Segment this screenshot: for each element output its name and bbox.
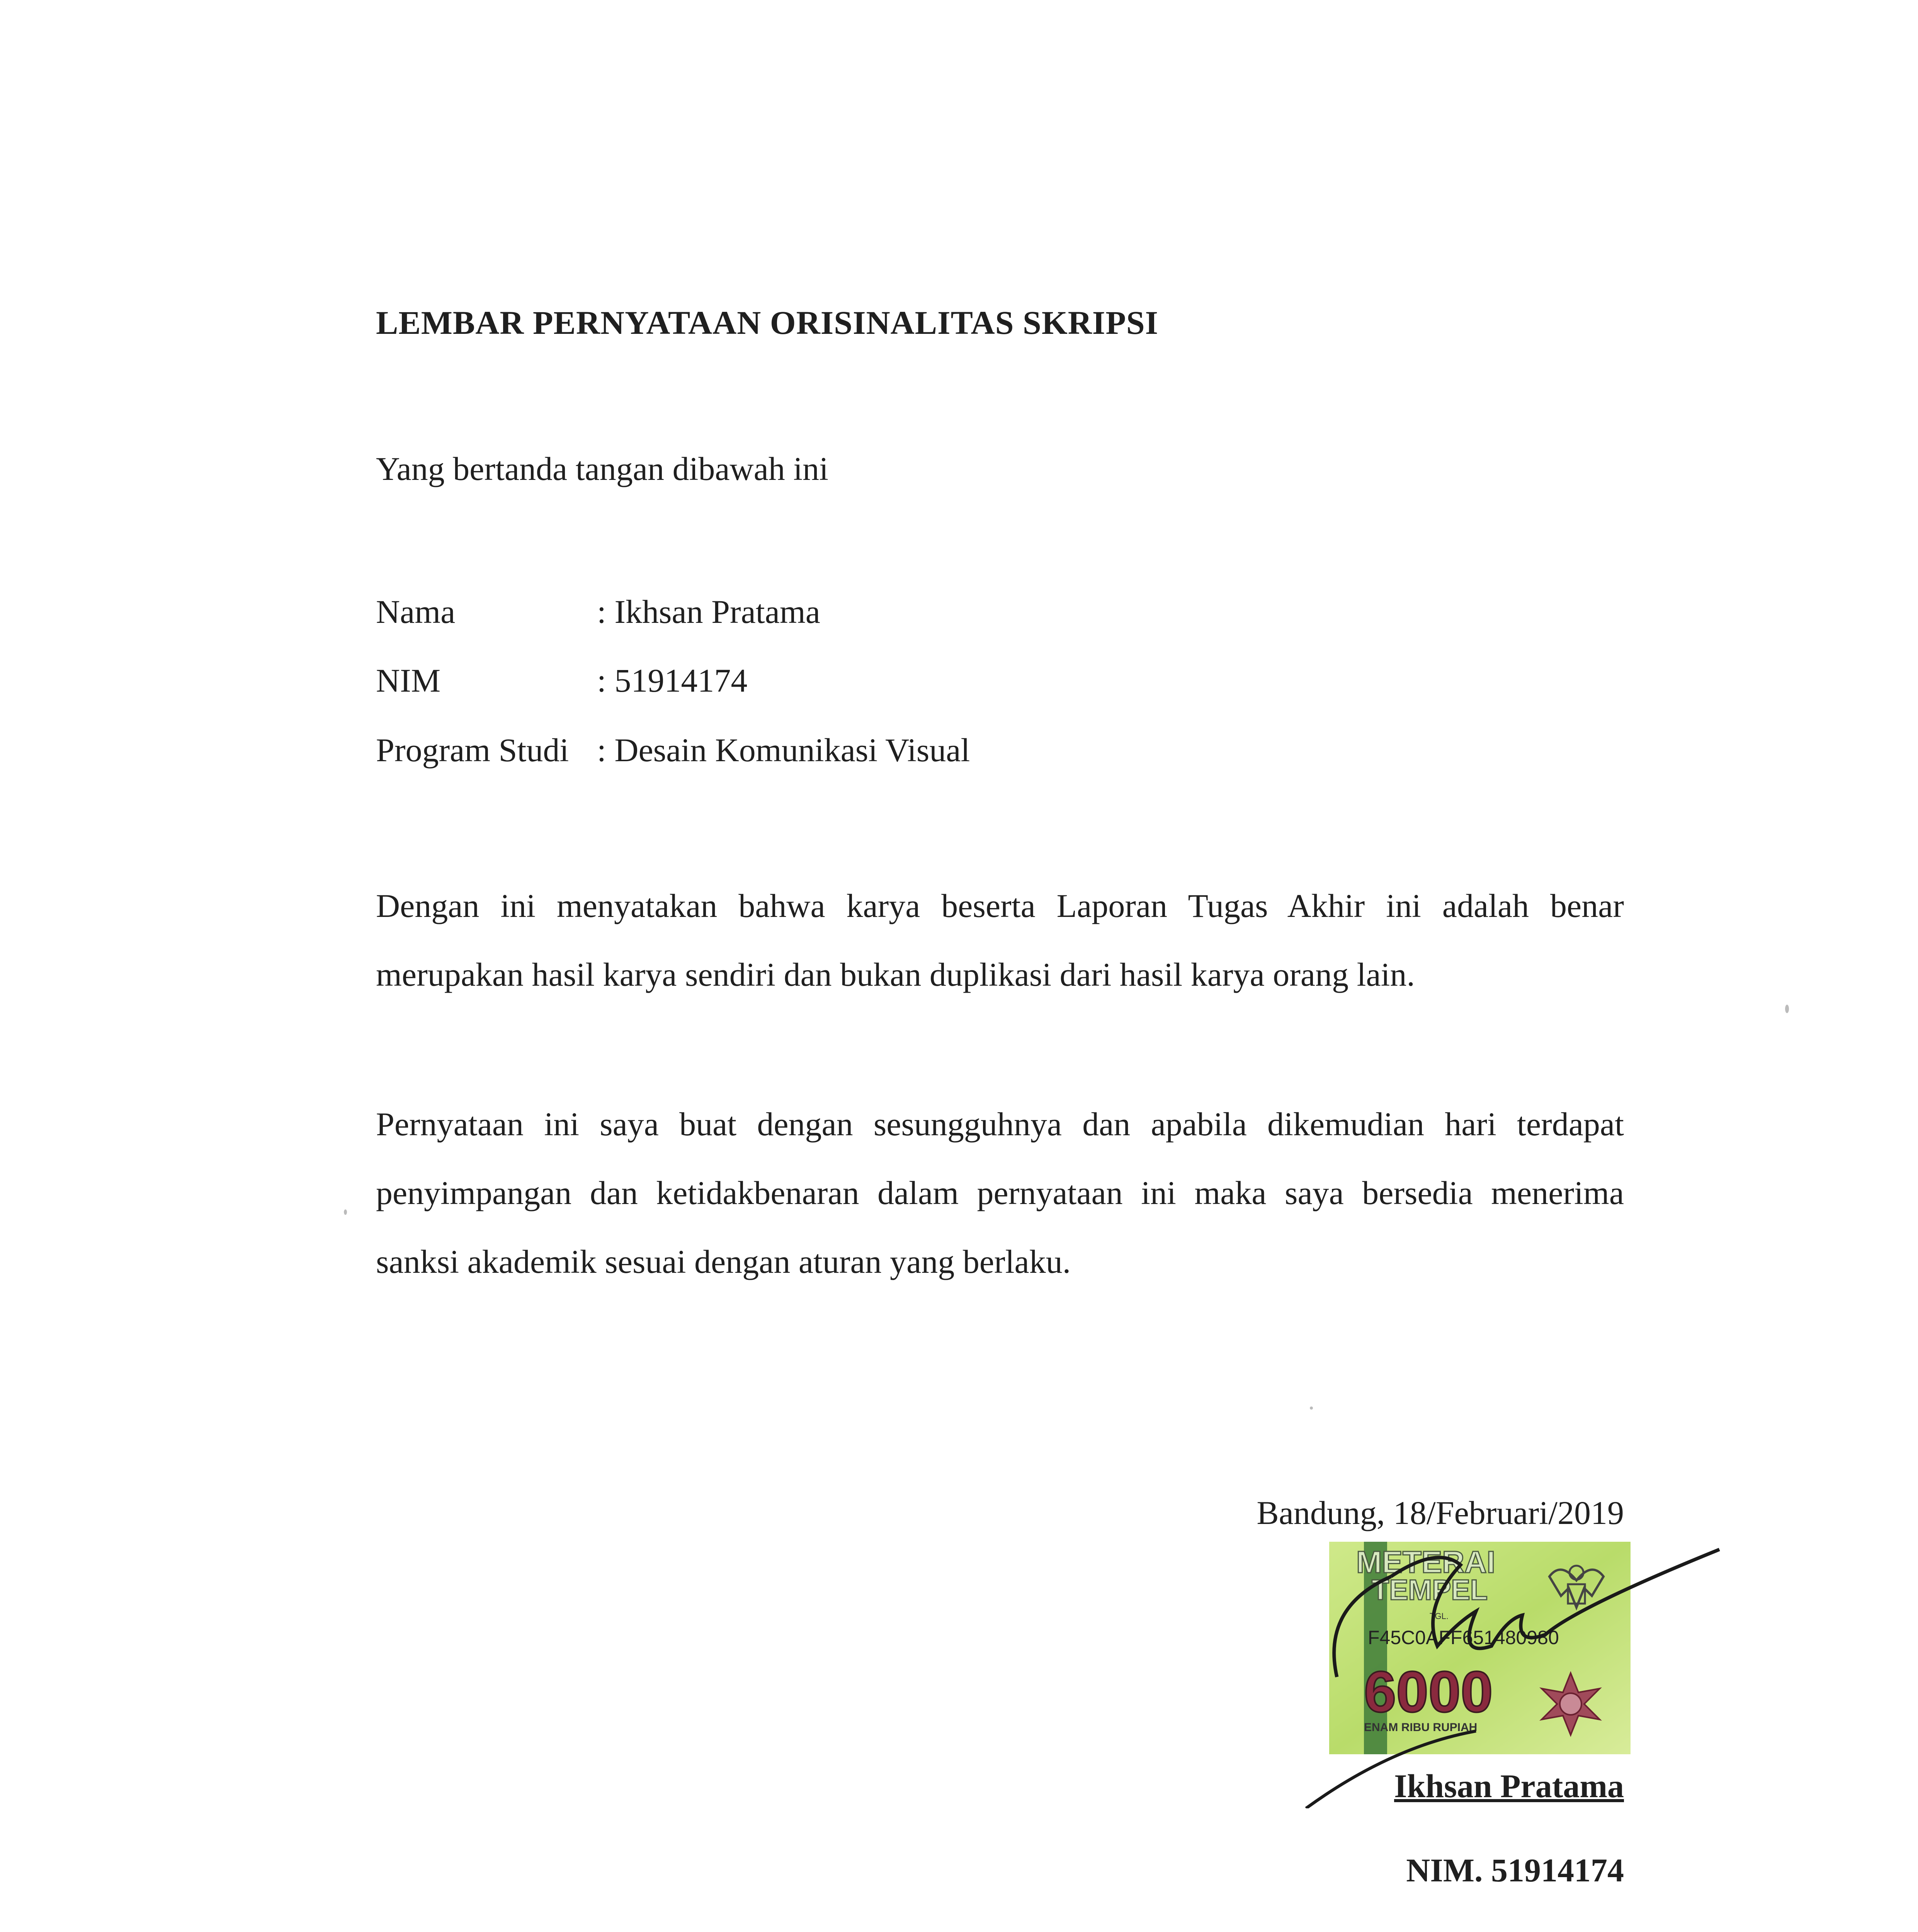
stamp-value: 6000 xyxy=(1364,1659,1493,1724)
signer-nim: NIM. 51914174 xyxy=(1406,1852,1624,1889)
value-nama: : Ikhsan Pratama xyxy=(597,593,820,630)
value-program-studi: : Desain Komunikasi Visual xyxy=(597,731,970,769)
stamp-value-words: ENAM RIBU RUPIAH xyxy=(1364,1721,1478,1734)
scan-speck xyxy=(1310,1406,1313,1410)
stamp-line2: TEMPEL xyxy=(1372,1574,1488,1606)
stamp-serial: F45C0AFF651480980 xyxy=(1368,1627,1559,1648)
label-program-studi: Program Studi xyxy=(376,731,569,769)
signer-name: Ikhsan Pratama xyxy=(1394,1767,1624,1804)
label-nim: NIM xyxy=(376,662,441,699)
label-nama: Nama xyxy=(376,593,456,630)
place-date: Bandung, 18/Februari/2019 xyxy=(1257,1494,1624,1531)
stamp-tgl: TGL. xyxy=(1430,1611,1449,1621)
stamp-line1: METERAI xyxy=(1356,1545,1495,1579)
sanction-paragraph: Pernyataan ini saya buat dengan sesungguhnya dan apabila dikemudian hari terdapat penyimpangan dan ketidakbenaran dalam pernyataan ini maka saya bersedia menerima sanksi akademik sesuai dengan aturan yang berlaku. xyxy=(376,1105,1624,1280)
scan-speck xyxy=(344,1209,347,1215)
intro-text: Yang bertanda tangan dibawah ini xyxy=(376,450,829,487)
scan-speck xyxy=(1785,1005,1789,1013)
statement-paragraph: Dengan ini menyatakan bahwa karya beserta Laporan Tugas Akhir ini adalah benar merupakan hasil karya sendiri dan bukan duplikasi dari hasil karya orang lain. xyxy=(376,887,1624,993)
value-nim: : 51914174 xyxy=(597,662,748,699)
document-title: LEMBAR PERNYATAAN ORISINALITAS SKRIPSI xyxy=(376,304,1159,341)
